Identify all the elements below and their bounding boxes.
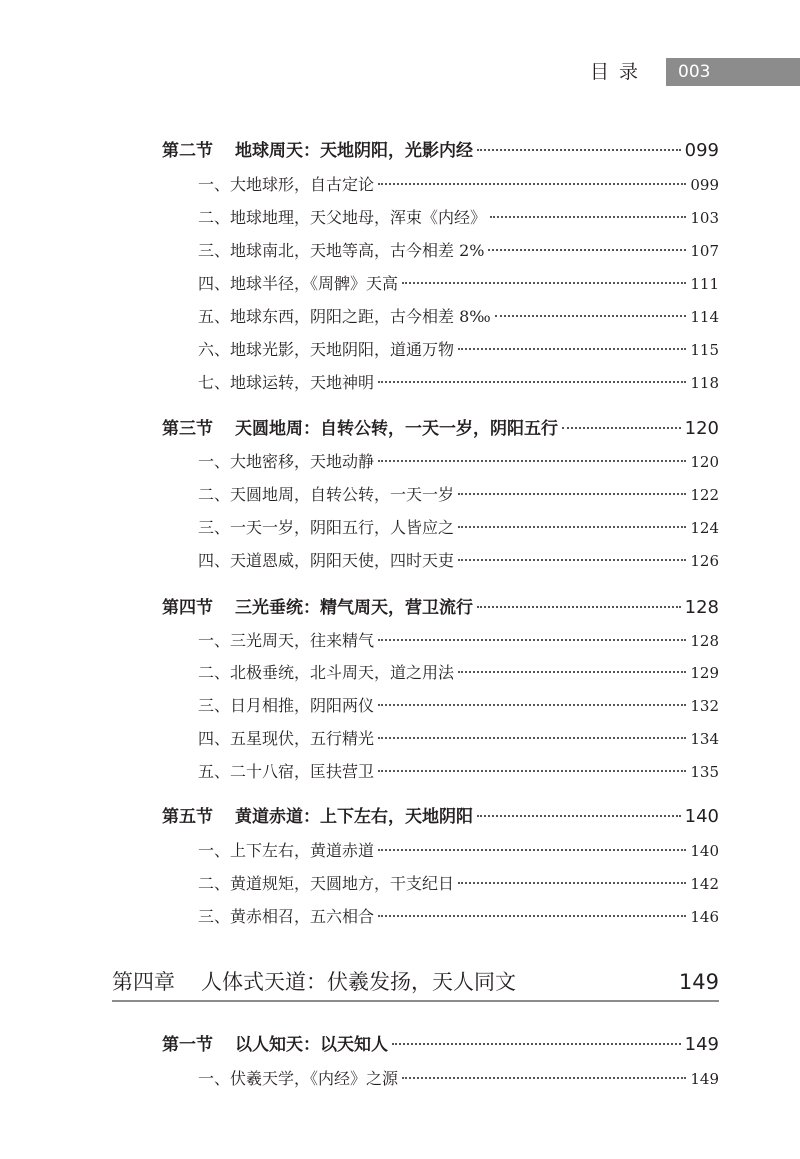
toc-item-row[interactable] [198, 628, 719, 651]
item-title: 三、地球南北，天地等高，古今相差 2% [198, 241, 485, 260]
item-title: 五、二十八宿，匡扶营卫 [198, 762, 375, 781]
leader-dots [402, 1077, 686, 1079]
item-title: 七、地球运转，天地神明 [198, 373, 375, 392]
item-title: 二、黄道规矩，天圆地方，干支纪日 [198, 874, 455, 893]
leader-dots [490, 216, 686, 218]
toc-item-row[interactable] [198, 172, 719, 195]
page-number: 128 [690, 632, 719, 650]
item-title: 四、天道恩威，阴阳天使，四时天吏 [198, 551, 455, 570]
leader-dots [378, 849, 686, 851]
page-number: 099 [690, 176, 719, 194]
leader-dots [458, 882, 686, 884]
leader-dots [392, 1043, 681, 1045]
page-number: 128 [684, 597, 719, 618]
page-number: 120 [684, 418, 719, 439]
page-number: 115 [690, 341, 719, 359]
page-number: 149 [684, 1034, 719, 1055]
item-title: 二、天圆地周，自转公转，一天一岁 [198, 485, 455, 504]
page-number: 099 [684, 140, 719, 161]
item-title: 一、大地球形，自古定论 [198, 175, 375, 194]
header-page-number: 003 [666, 58, 800, 86]
section-number: 第五节 [162, 807, 213, 827]
item-title: 四、五星现伏，五行精光 [198, 729, 375, 748]
page-number: 122 [690, 486, 719, 504]
section-number: 第一节 [162, 1035, 213, 1055]
leader-dots [562, 427, 681, 429]
toc-item-row[interactable] [198, 871, 719, 894]
section-number: 第二节 [162, 141, 213, 161]
page-number: 135 [690, 763, 719, 781]
item-title: 二、北极垂统，北斗周天，道之用法 [198, 663, 455, 682]
leader-dots [488, 249, 686, 251]
page-number: 126 [690, 552, 719, 570]
leader-dots [378, 737, 686, 739]
page-number: 107 [690, 242, 719, 260]
toc-item-row[interactable] [198, 304, 719, 327]
item-title: 四、地球半径，《周髀》天高 [198, 274, 399, 293]
page-number: 140 [690, 842, 719, 860]
page-number: 114 [690, 308, 719, 326]
toc-item-row[interactable] [198, 238, 719, 261]
leader-dots [378, 770, 686, 772]
toc-item-row[interactable] [198, 693, 719, 716]
running-header [0, 58, 800, 86]
item-title: 一、三光周天，往来精气 [198, 631, 375, 650]
page-number: 129 [690, 664, 719, 682]
toc-item-row[interactable] [198, 515, 719, 538]
toc-item-row[interactable] [198, 660, 719, 683]
page-number: 124 [690, 519, 719, 537]
section-title: 天圆地周：自转公转，一天一岁，阴阳五行 [235, 419, 558, 439]
chapter-heading[interactable] [112, 966, 719, 996]
toc-item-row[interactable] [198, 370, 719, 393]
leader-dots [458, 348, 686, 350]
page-number: 111 [690, 275, 719, 293]
item-title: 六、地球光影，天地阴阳，道通万物 [198, 340, 455, 359]
leader-dots [378, 915, 686, 917]
toc-item-row[interactable] [198, 838, 719, 861]
toc-item-row[interactable] [198, 904, 719, 927]
leader-dots [402, 282, 686, 284]
toc-item-row[interactable] [198, 449, 719, 472]
page-number: 132 [690, 697, 719, 715]
toc-section-row[interactable] [162, 802, 719, 827]
header-title: 目录 [589, 61, 648, 83]
item-title: 一、伏羲天学，《内经》之源 [198, 1069, 399, 1088]
toc-item-row[interactable] [198, 726, 719, 749]
leader-dots [458, 671, 686, 673]
leader-dots [477, 815, 681, 817]
toc-section-row[interactable] [162, 414, 719, 439]
toc-section-row[interactable] [162, 136, 719, 161]
item-title: 三、一天一岁，阴阳五行，人皆应之 [198, 518, 455, 537]
chapter-page-number: 149 [678, 970, 719, 994]
page-number: 120 [690, 453, 719, 471]
toc-item-row[interactable] [198, 337, 719, 360]
leader-dots [458, 526, 686, 528]
section-title: 地球周天：天地阴阳，光影内经 [235, 141, 473, 161]
toc-item-row[interactable] [198, 482, 719, 505]
page-number: 134 [690, 730, 719, 748]
toc-item-row[interactable] [198, 205, 719, 228]
page-number: 140 [684, 806, 719, 827]
item-title: 五、地球东西，阴阳之距，古今相差 8‰ [198, 307, 491, 326]
leader-dots [477, 149, 681, 151]
page-number: 103 [690, 209, 719, 227]
item-title: 三、日月相推，阴阳两仪 [198, 696, 375, 715]
page-number: 146 [690, 908, 719, 926]
chapter-number: 第四章 [112, 970, 175, 994]
toc-item-row[interactable] [198, 271, 719, 294]
page-number: 118 [690, 374, 719, 392]
chapter-title: 人体式天道：伏羲发扬，天人同文 [201, 970, 516, 994]
leader-dots [495, 315, 687, 317]
item-title: 一、上下左右，黄道赤道 [198, 841, 375, 860]
section-number: 第三节 [162, 419, 213, 439]
item-title: 二、地球地理，天父地母，浑束《内经》 [198, 208, 487, 227]
section-title: 黄道赤道：上下左右，天地阴阳 [235, 807, 473, 827]
toc-item-row[interactable] [198, 1066, 719, 1089]
toc-section-row[interactable] [162, 1030, 719, 1055]
page-number: 142 [690, 875, 719, 893]
leader-dots [378, 381, 686, 383]
section-title: 三光垂统：精气周天，营卫流行 [235, 598, 473, 618]
leader-dots [458, 493, 686, 495]
toc-item-row[interactable] [198, 759, 719, 782]
leader-dots [378, 704, 686, 706]
leader-dots [477, 606, 681, 608]
leader-dots [458, 559, 686, 561]
page-number: 149 [690, 1070, 719, 1088]
leader-dots [378, 460, 686, 462]
leader-dots [378, 639, 686, 641]
chapter-divider [112, 1000, 719, 1002]
item-title: 三、黄赤相召，五六相合 [198, 907, 375, 926]
item-title: 一、大地密移，天地动静 [198, 452, 375, 471]
section-title: 以人知天：以天知人 [235, 1035, 388, 1055]
toc-section-row[interactable] [162, 593, 719, 618]
leader-dots [378, 183, 686, 185]
toc-item-row[interactable] [198, 548, 719, 571]
section-number: 第四节 [162, 598, 213, 618]
